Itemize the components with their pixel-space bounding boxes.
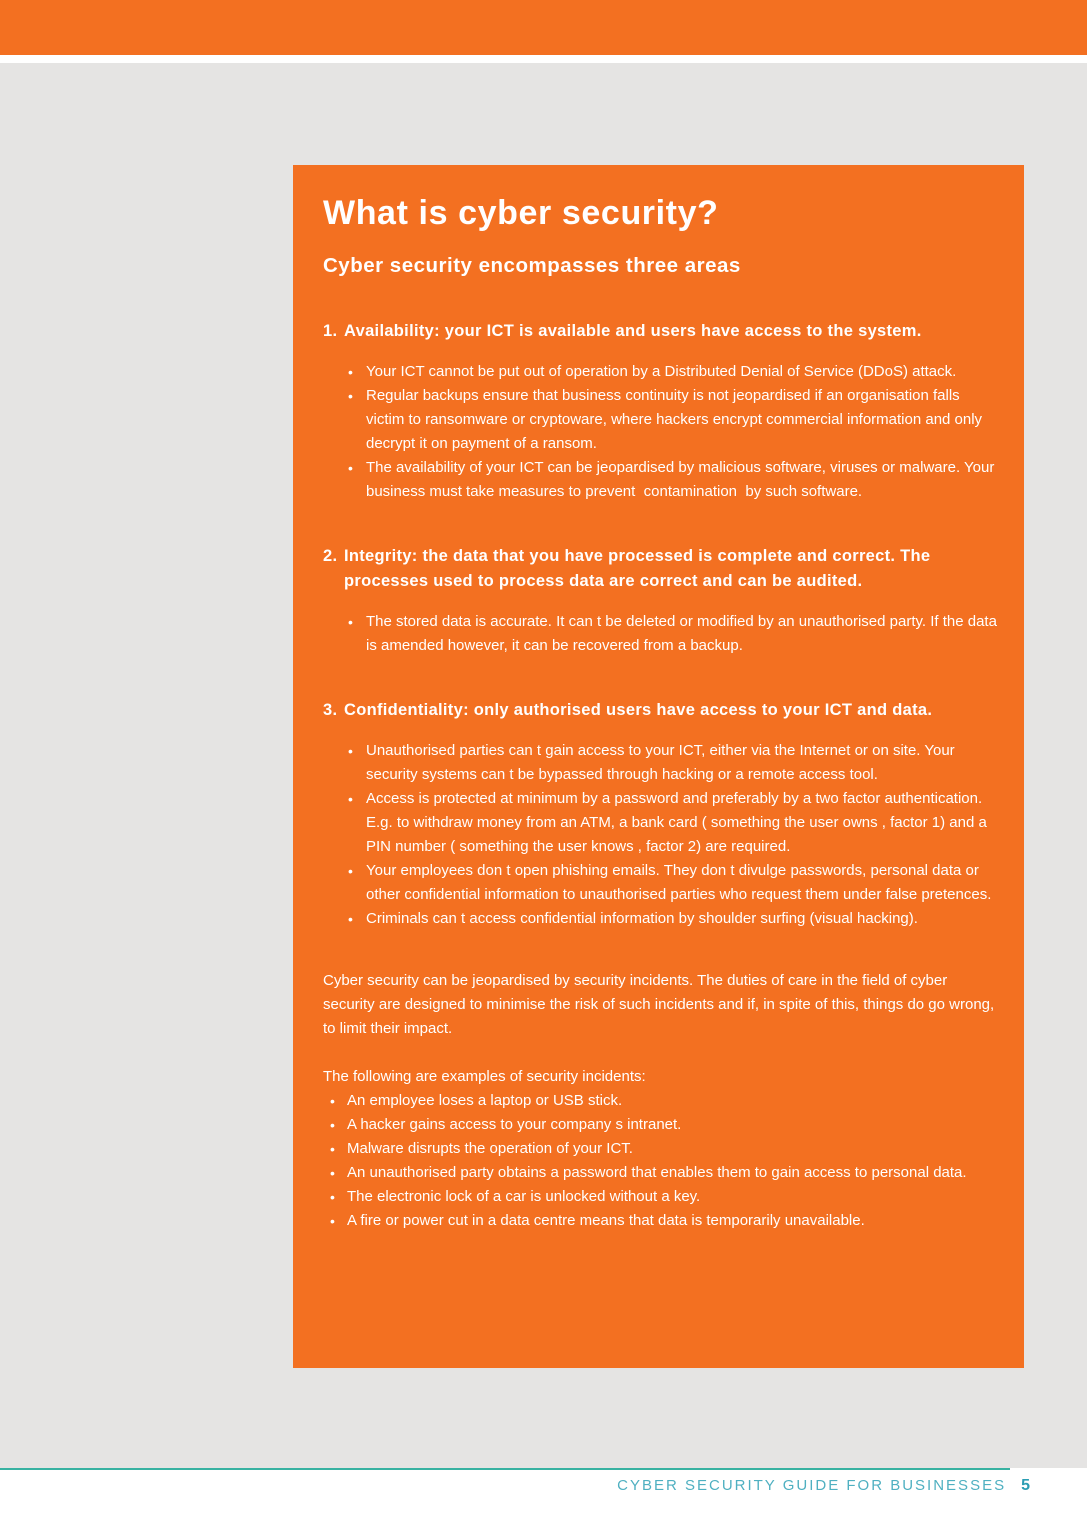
section-number: 3. (323, 701, 338, 719)
bullet-item: • The stored data is accurate. It can t be deleted or modified by an unauthorised party. If the data is amended however, it can be recovered from a backup. (323, 610, 1000, 658)
section-heading (323, 698, 1000, 723)
closing-paragraph: Cyber security can be jeopardised by security incidents. The duties of care in the field of cyber security are designed to minimise the risk of such incidents and if, in spite of this, things do go wrong, to limit their impact. (323, 972, 999, 1037)
examples-list (323, 1089, 1000, 1233)
page-number: 5 (1021, 1477, 1030, 1494)
section-heading-text: Integrity: the data that you have processed is complete and correct. The processes used to process data are correct and can be audited. (344, 547, 931, 590)
section-heading-text: Availability: your ICT is available and users have access to the system. (344, 322, 922, 340)
section-number: 1. (323, 322, 338, 340)
bullet-item: • Your employees don t open phishing emails. They don t divulge passwords, personal data or other confidential information to unauthorised parties who request them under false pretences. (323, 859, 1000, 907)
section-heading (323, 544, 1000, 594)
bullet-item: • Criminals can t access confidential information by shoulder surfing (visual hacking). (323, 907, 1000, 931)
bullet-item: • Access is protected at minimum by a password and preferably by a two factor authentication. E.g. to withdraw money from an ATM, a bank card ( something the user owns , factor 1) and a PIN number ( something the user knows , factor 2) are required. (323, 787, 1000, 859)
section-number: 2. (323, 547, 338, 565)
top-accent-bar (0, 0, 1087, 55)
section-heading (323, 319, 1000, 344)
bullet-list (323, 610, 1000, 658)
example-item: • Malware disrupts the operation of your ICT. (323, 1137, 1000, 1161)
section-availability (323, 319, 1000, 504)
example-item: • The electronic lock of a car is unlocked without a key. (323, 1185, 1000, 1209)
example-item: • A hacker gains access to your company s intranet. (323, 1113, 1000, 1137)
bullet-list (323, 739, 1000, 931)
example-item: • An employee loses a laptop or USB stick. (323, 1089, 1000, 1113)
footer-rule (0, 1468, 1010, 1470)
section-confidentiality (323, 698, 1000, 931)
footer-title: CYBER SECURITY GUIDE FOR BUSINESSES (617, 1477, 1007, 1494)
page-subtitle: Cyber security encompasses three areas (323, 254, 741, 277)
examples-intro: The following are examples of security incidents: (323, 1068, 646, 1085)
bullet-item: • Unauthorised parties can t gain access to your ICT, either via the Internet or on site. Your security systems can t be bypassed through hacking or a remote access tool. (323, 739, 1000, 787)
example-item: • An unauthorised party obtains a password that enables them to gain access to personal data. (323, 1161, 1000, 1185)
section-heading-text: Confidentiality: only authorised users have access to your ICT and data. (344, 701, 933, 719)
bullet-item: • Regular backups ensure that business continuity is not jeopardised if an organisation falls victim to ransomware or cryptoware, where hackers encrypt commercial information and only decrypt it on payment of a ransom. (323, 384, 1000, 456)
bullet-item: • The availability of your ICT can be jeopardised by malicious software, viruses or malware. Your business must take measures to prevent contamination by such software. (323, 456, 1000, 504)
bullet-list (323, 360, 1000, 504)
content-panel (293, 165, 1024, 1368)
example-item: • A fire or power cut in a data centre means that data is temporarily unavailable. (323, 1209, 1000, 1233)
page-title: What is cyber security? (323, 194, 719, 232)
footer (617, 1477, 1030, 1495)
bullet-item: • Your ICT cannot be put out of operation by a Distributed Denial of Service (DDoS) attack. (323, 360, 1000, 384)
section-integrity (323, 544, 1000, 658)
